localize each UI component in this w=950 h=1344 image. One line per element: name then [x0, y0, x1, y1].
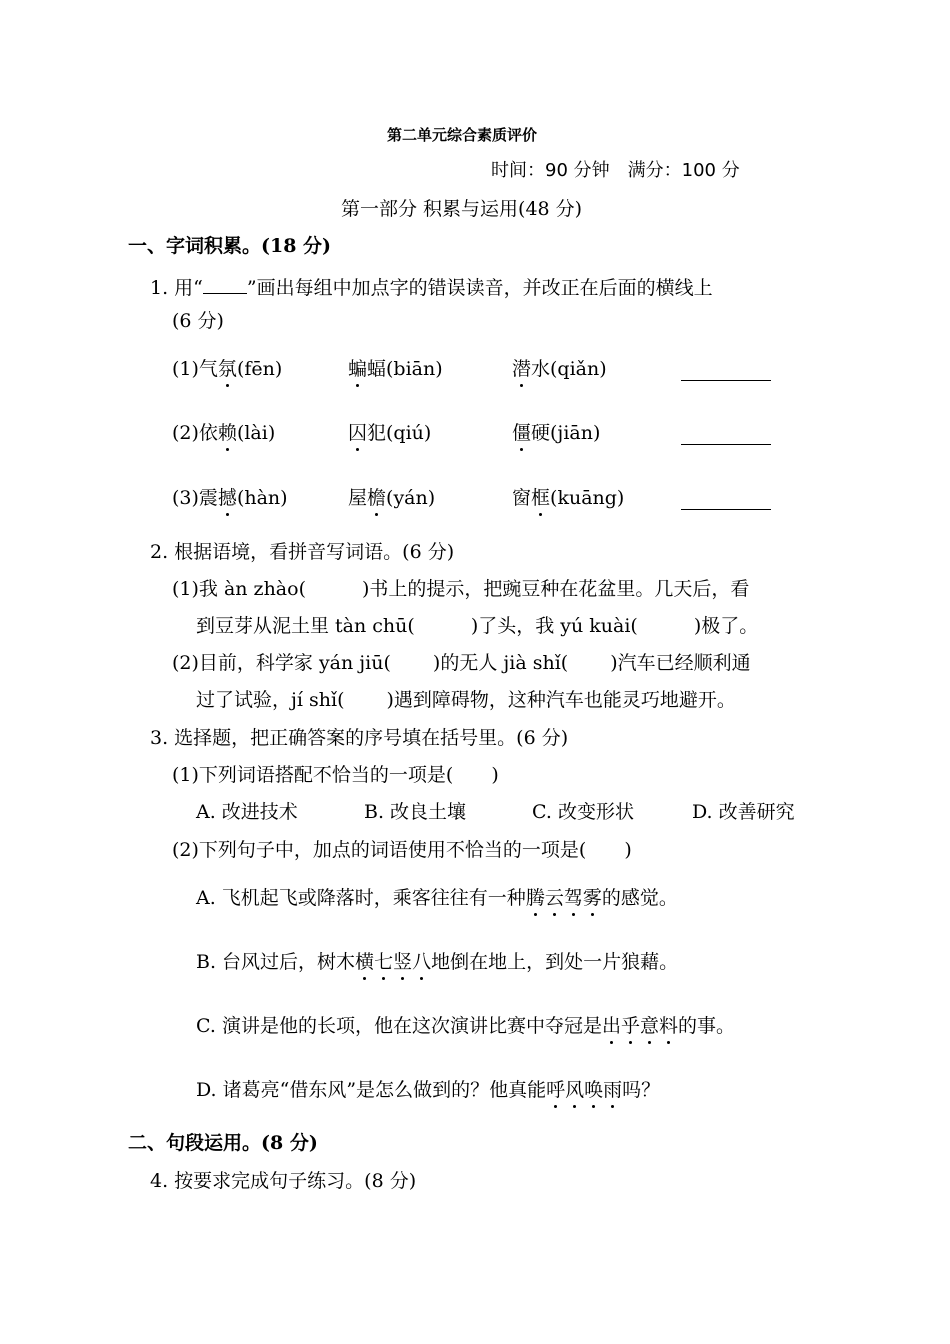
q2-line3: (2)目前，科学家 yán jiū( )的无人 jià shǐ( )汽车已经顺利通	[172, 652, 751, 674]
q1-row1-a: (1)气氛(fēn)	[172, 358, 283, 380]
q1-line2: (6 分)	[172, 310, 224, 332]
q3-sub2-option-c: C. 演讲是他的长项，他在这次演讲比赛中夺冠是出乎意料的事。	[196, 1015, 736, 1037]
dotted-phrase-c: 出乎意料	[601, 1015, 679, 1037]
q1-row2-b: 囚犯(qiú)	[348, 422, 432, 444]
q1-inline-blank	[203, 274, 247, 294]
q1-row2-c: 僵硬(jiān)	[512, 422, 601, 444]
q1-line1	[150, 274, 713, 298]
q1-row1-b: 蝙蝠(biān)	[348, 358, 443, 380]
q1-row3-answer-line[interactable]	[681, 493, 771, 510]
q3-sub1-option-b: B. 改良土壤	[364, 801, 467, 823]
part-heading: 第一部分 积累与运用(48 分)	[341, 198, 583, 220]
q3-sub2-option-d: D. 诸葛亮“借东风”是怎么做到的？他真能呼风唤雨吗？	[196, 1079, 661, 1101]
q3-heading: 3. 选择题，把正确答案的序号填在括号里。(6 分)	[150, 727, 569, 749]
section2-heading: 二、句段运用。(8 分)	[128, 1132, 318, 1154]
q3-sub1: (1)下列词语搭配不恰当的一项是( )	[172, 764, 499, 786]
q1-row1-c: 潜水(qiǎn)	[512, 358, 607, 380]
section1-heading: 一、字词积累。(18 分)	[128, 235, 332, 257]
q1-row3-c: 窗框(kuāng)	[512, 487, 625, 509]
q2-heading: 2. 根据语境，看拼音写词语。(6 分)	[150, 541, 455, 563]
q2-line4: 过了试验，jí shǐ( )遇到障碍物，这种汽车也能灵巧地避开。	[196, 689, 736, 711]
q3-sub2-option-b: B. 台风过后，树木横七竖八地倒在地上，到处一片狼藉。	[196, 951, 679, 973]
q3-sub1-option-d: D. 改善研究	[692, 801, 795, 823]
q1-text-pre: 1. 用“	[150, 277, 203, 299]
q1-row3-b: 屋檐(yán)	[348, 487, 436, 509]
q3-sub1-option-a: A. 改进技术	[196, 801, 298, 823]
page-title: 第二单元综合素质评价	[387, 126, 538, 144]
q2-line1: (1)我 àn zhào( )书上的提示，把豌豆种在花盆里。几天后，看	[172, 578, 750, 600]
q1-text-post: ”画出每组中加点字的错误读音，并改正在后面的横线上	[246, 277, 713, 299]
q2-line2: 到豆芽从泥土里 tàn chū( )了头，我 yú kuài( )极了。	[196, 615, 759, 637]
q1-row3-a: (3)震撼(hàn)	[172, 487, 288, 509]
dotted-phrase-a: 腾云驾雾	[525, 887, 602, 909]
q3-sub1-option-c: C. 改变形状	[532, 801, 634, 823]
q1-row1-answer-line[interactable]	[681, 364, 771, 381]
q3-sub2: (2)下列句子中，加点的词语使用不恰当的一项是( )	[172, 839, 632, 861]
time-score-info: 时间：90 分钟 满分：100 分	[491, 160, 740, 181]
q4-heading: 4. 按要求完成句子练习。(8 分)	[150, 1170, 417, 1192]
dotted-phrase-d: 呼风唤雨	[546, 1079, 623, 1101]
dotted-phrase-b: 横七竖八	[355, 951, 432, 973]
q1-row2-a: (2)依赖(lài)	[172, 422, 276, 444]
q3-sub2-option-a: A. 飞机起飞或降落时，乘客往往有一种腾云驾雾的感觉。	[196, 887, 678, 909]
q1-row2-answer-line[interactable]	[681, 428, 771, 445]
